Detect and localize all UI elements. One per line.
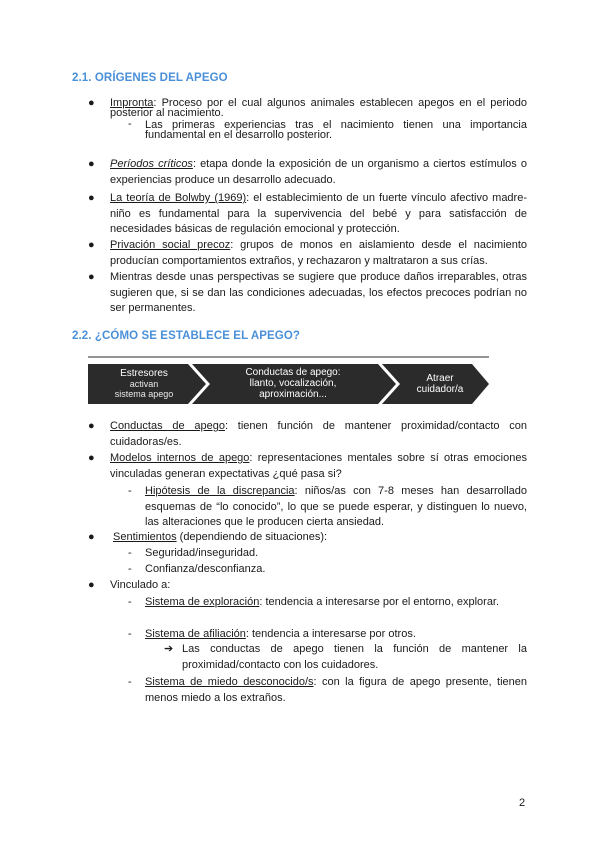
bullet-bolwby	[110, 191, 527, 238]
term-modelos: Modelos internos de apego	[110, 452, 250, 464]
right-arrow-icon: ➔	[164, 643, 174, 655]
page-number: 2	[519, 797, 526, 809]
term-conductas: Conductas de apego	[110, 420, 225, 432]
term-periodos: Períodos críticos	[110, 158, 193, 170]
step2-line2: llanto, vocalización,	[249, 378, 337, 389]
step2-line3: aproximación...	[259, 389, 327, 400]
term-bolwby: La teoría de Bolwby (1969)	[110, 192, 247, 204]
bullet-mientras: Mientras desde unas perspectivas se sugiere que produce daños irreparables, otras sugieren que, si se dan las condiciones adecuadas, los efectos precoces podrían no ser permanentes.	[110, 271, 527, 314]
section-heading-como: 2.2. ¿CÓMO SE ESTABLECE EL APEGO?	[72, 330, 301, 342]
term-privacion: Privación social precoz	[110, 239, 231, 251]
text-periodos: : etapa donde la exposición de un organismo a ciertos estímulos o experiencias produce un desarrollo adecuado.	[110, 158, 527, 186]
text-exploracion: : tendencia a interesarse por el entorno, explorar.	[259, 596, 500, 608]
sub-afiliacion	[145, 627, 527, 643]
bullet-icon: ●	[88, 271, 95, 283]
term-exploracion: Sistema de exploración	[145, 596, 260, 608]
dash-icon: -	[128, 596, 132, 608]
step3-line2: cuidador/a	[416, 384, 464, 395]
step3-line1: Atraer	[426, 373, 454, 384]
term-afiliacion: Sistema de afiliación	[145, 628, 246, 640]
bullet-icon: ●	[88, 239, 95, 251]
text-impronta: : Proceso por el cual algunos animales establecen apegos en el periodo posterior al nacimiento.	[110, 97, 527, 119]
sub-discrepancia	[145, 484, 527, 531]
term-discrepancia: Hipótesis de la discrepancia	[145, 485, 295, 497]
bullet-icon: ●	[88, 158, 95, 170]
text-conductas: : tienen función de mantener proximidad/contacto con cuidadoras/es.	[110, 420, 527, 448]
step2-line1: Conductas de apego:	[245, 367, 341, 378]
text-miedo: : con la figura de apego presente, tienen menos miedo a los extraños.	[145, 676, 527, 704]
bullet-conductas	[110, 419, 527, 450]
attachment-process-diagram	[88, 356, 489, 406]
bullet-vinculado: Vinculado a:	[110, 579, 171, 591]
section-heading-origenes: 2.1. ORÍGENES DEL APEGO	[72, 72, 228, 84]
step1-line2: activan	[129, 379, 159, 389]
sub-confianza: Confianza/desconfianza.	[145, 563, 266, 575]
text-modelos: : representaciones mentales sobre sí otras emociones vinculadas generan expectativas ¿qué pasa si?	[110, 452, 527, 480]
sub-impronta: Las primeras experiencias tras el nacimiento tienen una importancia fundamental en el desarrollo posterior.	[145, 119, 527, 141]
term-impronta: Impronta	[110, 97, 154, 109]
bullet-icon: ●	[88, 579, 95, 591]
step1-line1: Estresores	[120, 368, 168, 379]
term-miedo: Sistema de miedo desconocido/s	[145, 676, 314, 688]
bullet-icon: ●	[88, 531, 95, 543]
bullet-icon: ●	[88, 192, 95, 204]
text-discrepancia: : niños/as con 7-8 meses han desarrollado esquemas de “lo conocido”, lo que se puede esperar, y distinguen lo nuevo, las alteraciones que le producen cierta ansiedad.	[145, 485, 527, 528]
step1-line3: sistema apego	[114, 389, 174, 399]
text-afiliacion: : tendencia a interesarse por otros.	[245, 628, 416, 640]
text-sentimientos: (dependiendo de situaciones):	[176, 531, 328, 543]
dash-icon: -	[128, 676, 132, 688]
sub-afiliacion-arrow: Las conductas de apego tienen la función de mantener la proximidad/contacto con los cuidadores.	[182, 643, 527, 671]
text-privacion: : grupos de monos en aislamiento desde el nacimiento producían comportamientos extraños, y rechazaron y maltrataron a sus crías.	[110, 239, 527, 267]
bullet-icon: ●	[88, 452, 95, 464]
bullet-sentimientos	[113, 530, 527, 546]
dash-icon: -	[128, 628, 132, 640]
dash-icon: -	[128, 563, 132, 575]
bullet-impronta	[110, 98, 527, 118]
dash-icon: -	[128, 485, 132, 497]
bullet-modelos	[110, 451, 527, 482]
bullet-privacion	[110, 238, 527, 269]
bullet-icon: ●	[88, 420, 95, 432]
sub-exploracion	[145, 595, 527, 611]
sub-seguridad: Seguridad/inseguridad.	[145, 547, 259, 559]
term-sentimientos: Sentimientos	[113, 531, 177, 543]
sub-miedo	[145, 675, 527, 706]
process-arrows-svg	[88, 356, 489, 406]
bullet-icon: ●	[88, 97, 95, 109]
bullet-periodos	[110, 157, 527, 188]
text-bolwby: : el establecimiento de un fuerte vínculo afectivo madre-niño es fundamental para la supervivencia del bebé y para satisfacción de necesidades básicas de regulación emocional y protección.	[110, 192, 527, 235]
dash-icon: -	[128, 118, 132, 130]
dash-icon: -	[128, 547, 132, 559]
